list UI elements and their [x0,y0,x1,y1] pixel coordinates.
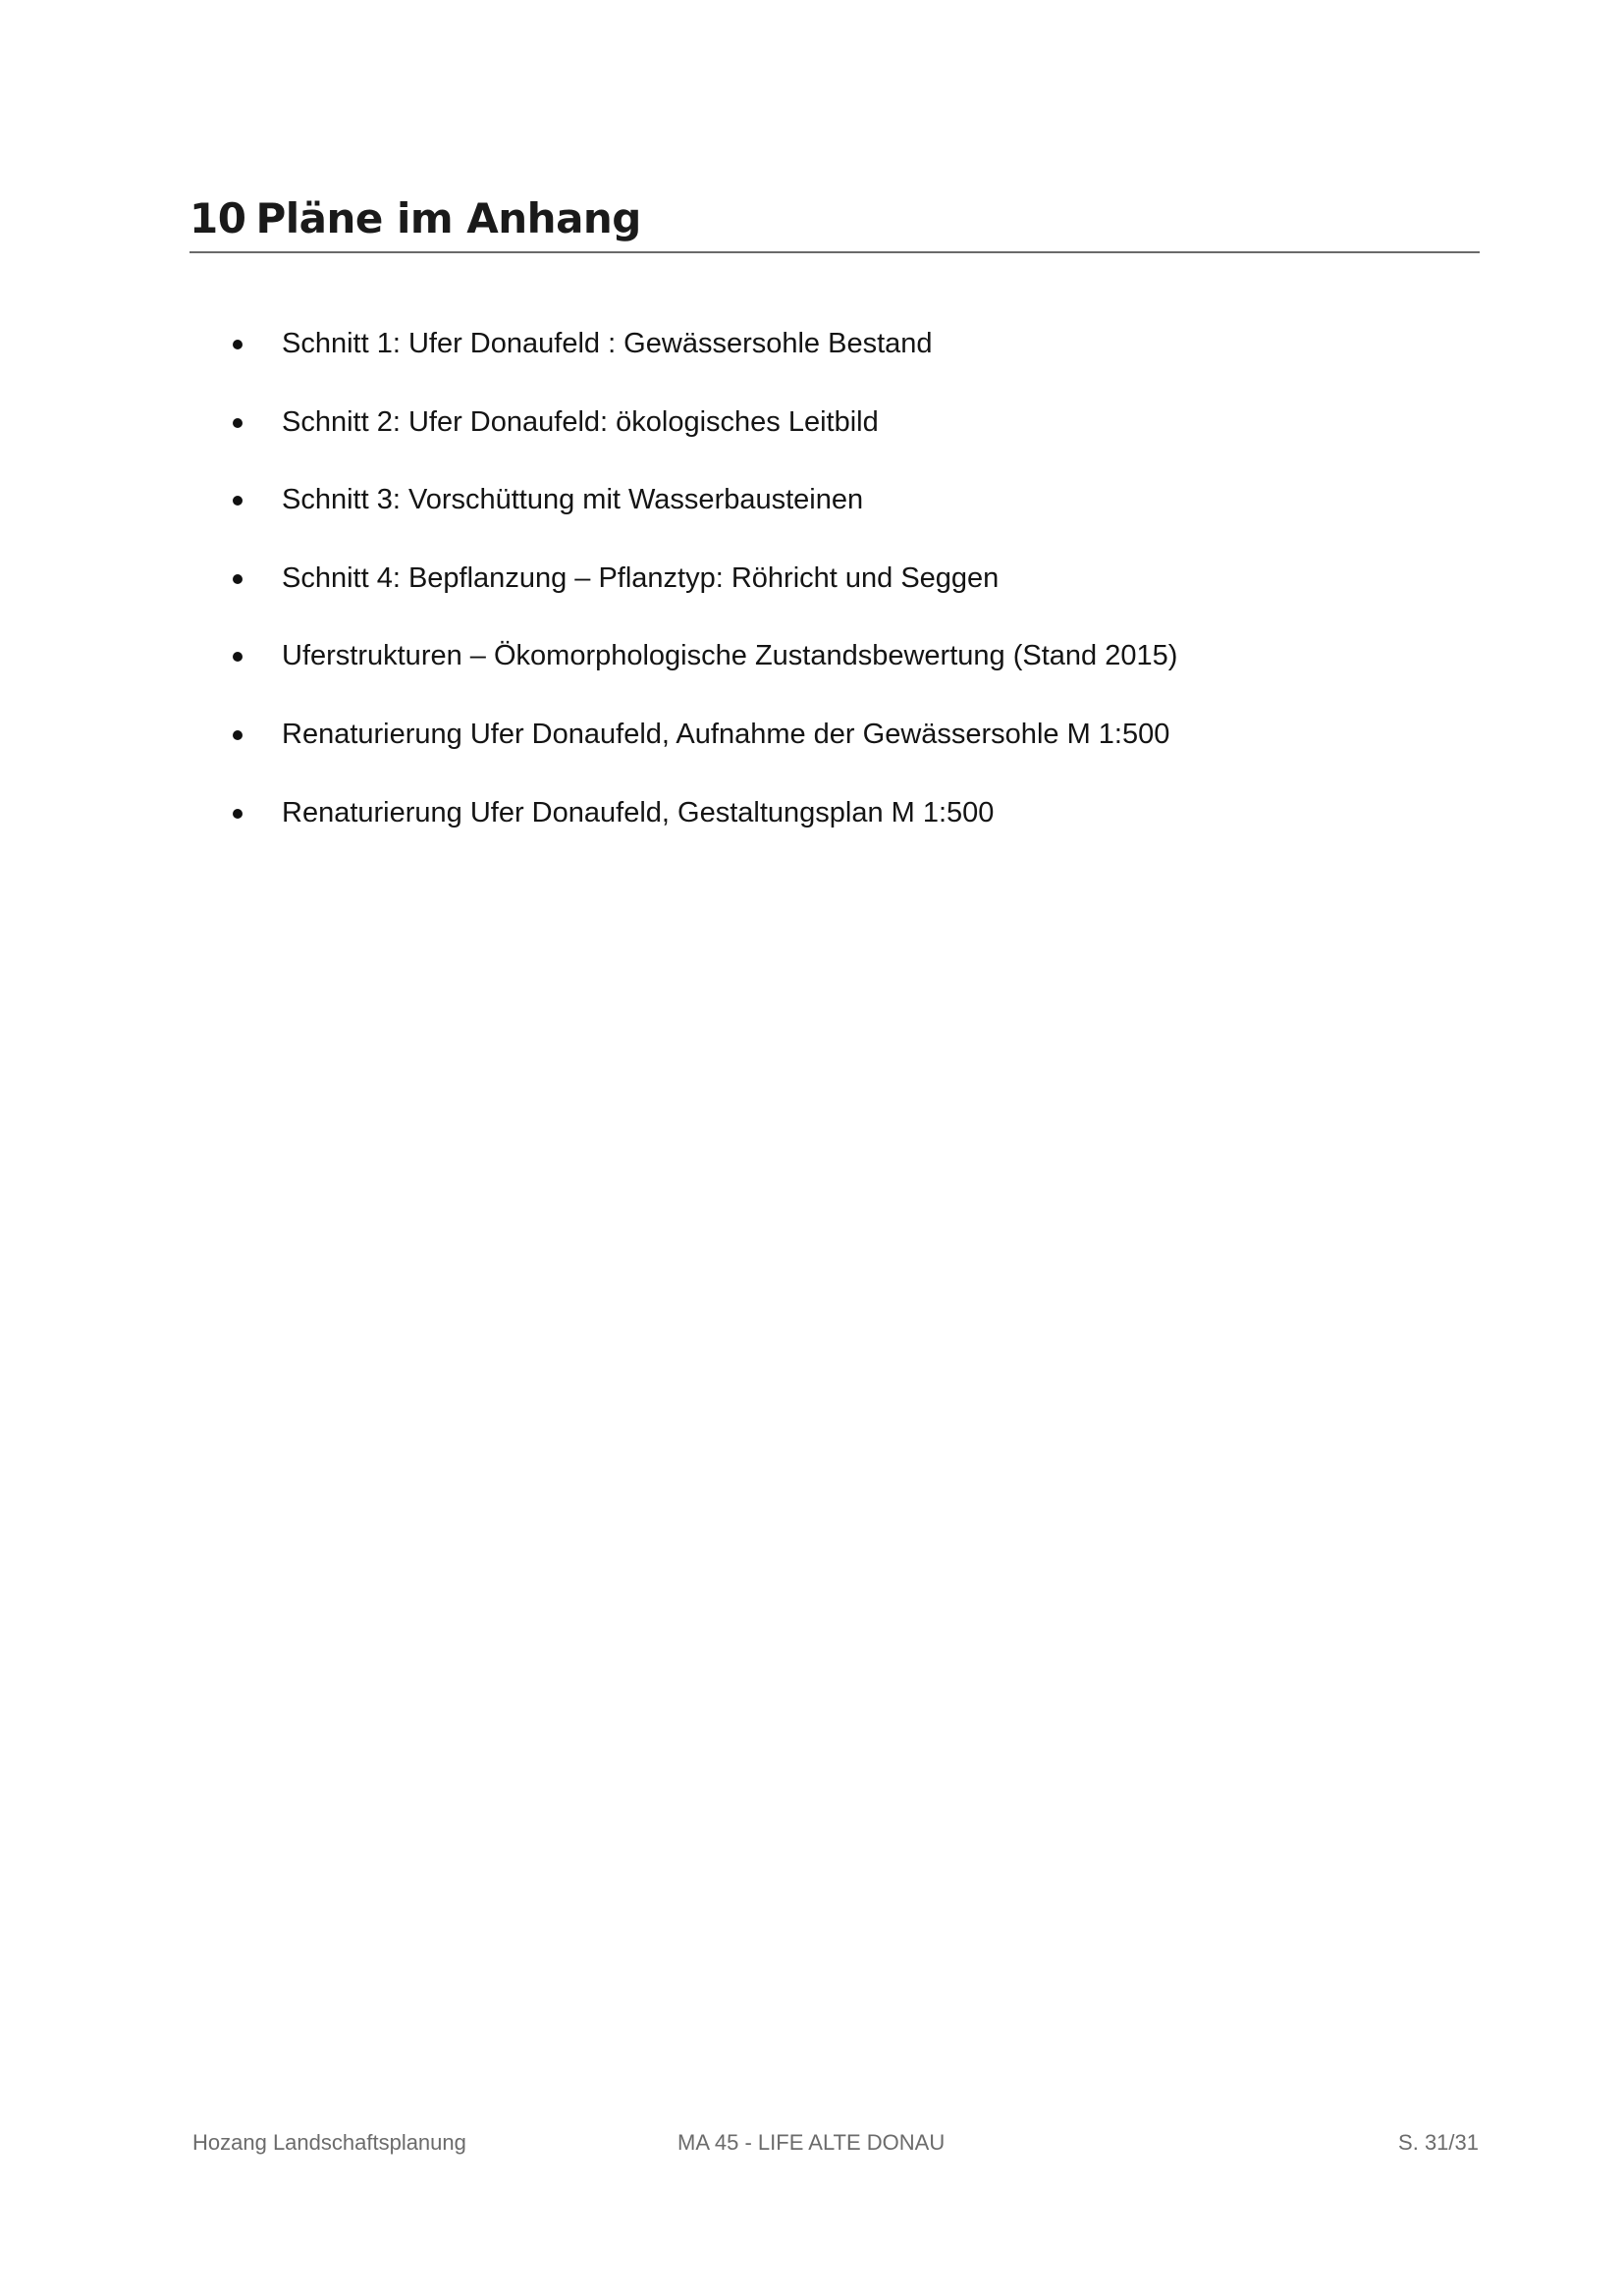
list-item-text: Schnitt 2: Ufer Donaufeld: ökologisches Leitbild [282,405,879,438]
footer-author: Hozang Landschaftsplanung [192,2130,466,2155]
bullet-icon [233,652,243,662]
page-title [189,192,1480,245]
section-number: 10 [189,194,246,242]
list-item [228,636,1177,675]
section-title: Pläne im Anhang [255,194,641,242]
list-item-text: Schnitt 4: Bepflanzung – Pflanztyp: Röhricht und Seggen [282,561,1000,594]
list-item [228,793,1177,832]
footer-page-number: S. 31/31 [1398,2130,1479,2155]
bullet-icon [233,730,243,740]
list-item [228,402,1177,442]
list-item [228,715,1177,754]
section-heading [189,192,1480,253]
footer-project: MA 45 - LIFE ALTE DONAU [677,2130,946,2155]
bullet-icon [233,574,243,584]
list-item-text: Schnitt 1: Ufer Donaufeld : Gewässersohle Bestand [282,328,933,359]
list-item-text: Renaturierung Ufer Donaufeld, Aufnahme der Gewässersohle M 1:500 [282,718,1170,750]
plan-list [228,324,1177,871]
list-item-text: Uferstrukturen – Ökomorphologische Zustandsbewertung (Stand 2015) [282,640,1178,672]
bullet-icon [233,418,243,428]
bullet-icon [233,496,243,506]
bullet-icon [233,340,243,349]
list-item-text: Schnitt 3: Vorschüttung mit Wasserbausteinen [282,484,864,516]
page-footer [192,2130,1479,2160]
list-item [228,559,1177,598]
list-item [228,480,1177,519]
bullet-icon [233,809,243,819]
list-item-text: Renaturierung Ufer Donaufeld, Gestaltungsplan M 1:500 [282,796,995,828]
list-item [228,324,1177,363]
